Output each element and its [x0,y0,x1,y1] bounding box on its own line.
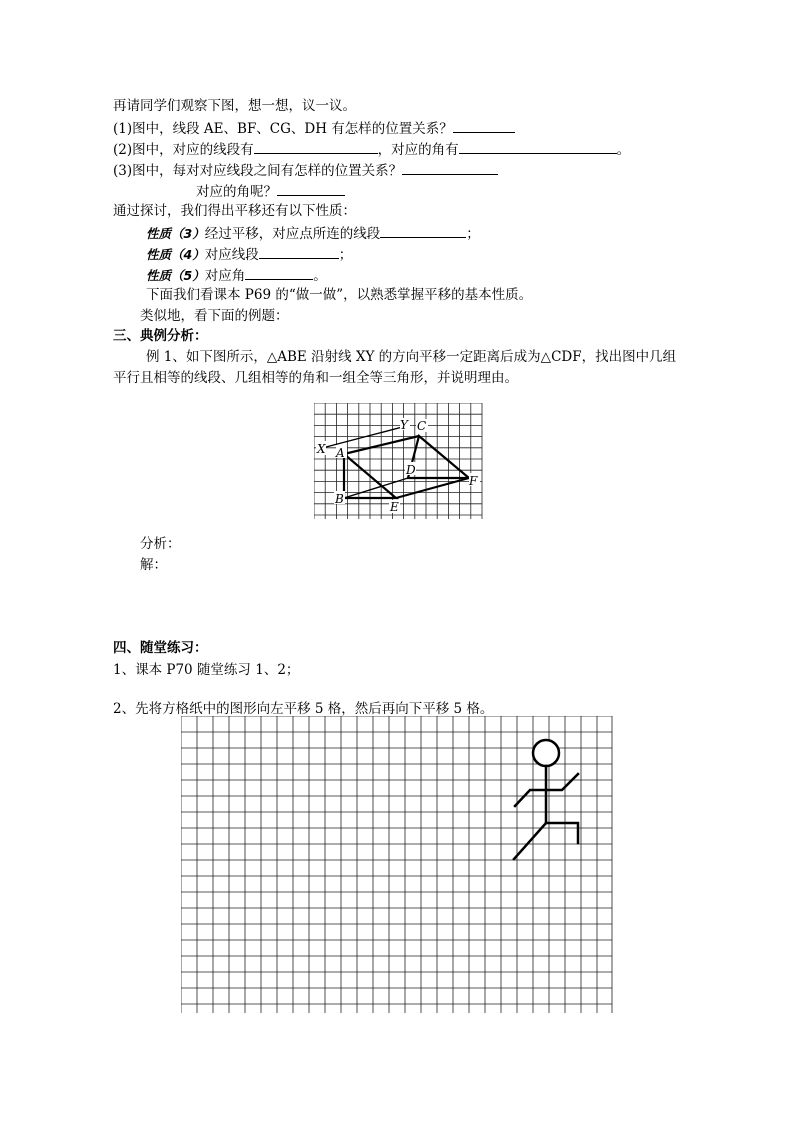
label-y: Y [400,418,408,432]
label-c: C [417,419,427,433]
answer-blank-p3[interactable] [380,223,466,238]
answer-blank-q2-segments[interactable] [254,139,378,154]
stick-figure [514,740,578,859]
exercise-grid-figure [181,716,613,1014]
stick-figure-head [533,740,559,766]
question-2: (2)图中，对应的线段有 ，对应的角有 。 [113,139,630,159]
question-1: (1)图中，线段 AE、BF、CG、DH 有怎样的位置关系？ [113,118,515,138]
exercise-2: 2、先将方格纸中的图形向左平移 5 格，然后再向下平移 5 格。 [113,701,494,717]
label-b: B [335,492,344,506]
answer-blank-p4[interactable] [259,244,339,259]
label-x: X [317,442,326,456]
example-1-line2: 平行且相等的线段、几组相等的角和一组全等三角形，并说明理由。 [113,370,518,386]
answer-blank-p5[interactable] [245,265,313,280]
section-4-title: 四、随堂练习： [113,640,208,656]
similar-note: 类似地，看下面的例题： [140,308,289,324]
stick-figure-right-arm [546,774,578,790]
label-a: A [336,446,345,460]
question-3-angles: 对应的角呢？ [196,181,345,201]
stick-figure-left-leg [514,823,546,859]
ray-xy [326,425,410,447]
label-d: D [406,463,416,477]
solution-label: 解： [140,557,167,573]
textbook-note: 下面我们看课本 P69 的“做一做”，以熟悉掌握平移的基本性质。 [146,287,533,303]
property-3: 性质（3）经过平移，对应点所连的线段 ； [146,223,480,243]
label-f: F [469,474,478,488]
translation-figure [314,403,484,521]
exercise-1: 1、课本 P70 随堂练习 1、2； [113,662,300,678]
section-3-title: 三、典例分析： [113,328,208,344]
label-e: E [390,500,399,514]
answer-blank-q3-angles[interactable] [277,181,345,196]
stick-figure-right-leg [546,823,578,843]
stick-figure-left-arm [515,790,546,806]
answer-blank-q1[interactable] [453,118,515,133]
observe-intro: 再请同学们观察下图，想一想，议一议。 [113,98,356,114]
property-4: 性质（4）对应线段 ； [146,244,352,264]
property-5: 性质（5）对应角 。 [146,265,327,285]
answer-blank-q3[interactable] [402,160,498,175]
example-1-line1: 例 1、如下图所示，△ABE 沿射线 XY 的方向平移一定距离后成为△CDF，找出图中几组 [146,349,677,365]
question-3: (3)图中，每对对应线段之间有怎样的位置关系？ [113,160,498,180]
properties-intro: 通过探讨，我们得出平移还有以下性质： [113,203,356,219]
answer-blank-q2-angles[interactable] [459,139,617,154]
analysis-label: 分析： [140,536,181,552]
